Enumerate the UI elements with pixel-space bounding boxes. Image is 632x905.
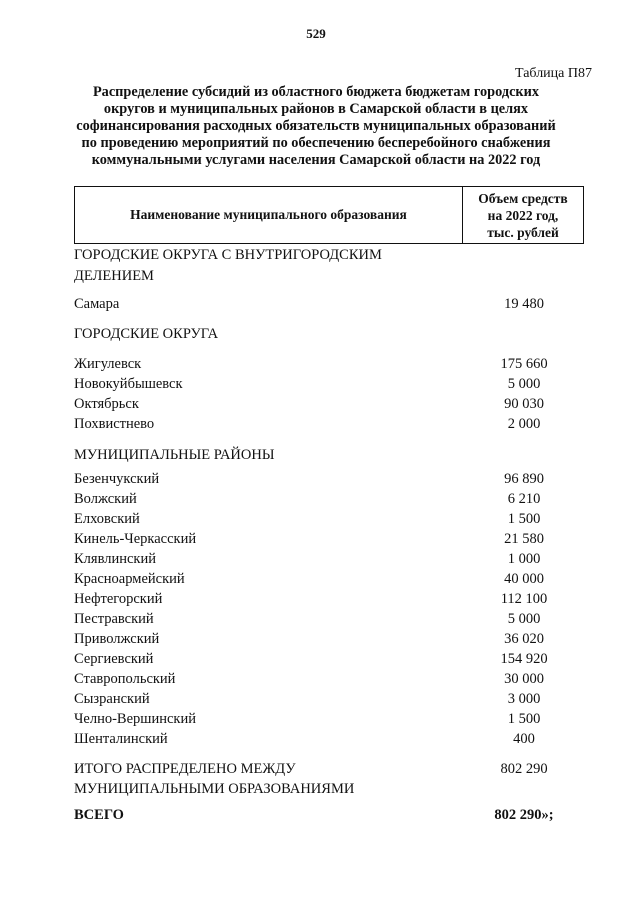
table-row xyxy=(74,375,584,393)
row-name: Безенчукский xyxy=(74,471,160,487)
row-name: Приволжский xyxy=(74,631,160,647)
grand-total-row xyxy=(74,806,584,824)
row-value: 175 660 xyxy=(500,356,548,372)
column-header-name: Наименование муниципального образования xyxy=(75,187,463,243)
row-name: Похвистнево xyxy=(74,416,155,432)
table-row xyxy=(74,550,584,568)
title-line: по проведению мероприятий по обеспечению бесперебойного снабжения xyxy=(81,135,551,151)
row-name: МУНИЦИПАЛЬНЫМИ ОБРАЗОВАНИЯМИ xyxy=(74,781,355,797)
row-value: 5 000 xyxy=(507,611,541,627)
table-row xyxy=(74,570,584,588)
table-row xyxy=(74,470,584,488)
row-value: 400 xyxy=(513,731,535,747)
title-line: Распределение субсидий из областного бюджета бюджетам городских xyxy=(92,84,540,100)
row-name: Елховский xyxy=(74,511,140,527)
row-name: Новокуйбышевск xyxy=(74,376,183,392)
row-name: Самара xyxy=(74,296,120,312)
table-row xyxy=(74,530,584,548)
table-row xyxy=(74,295,584,313)
table-row xyxy=(74,670,584,688)
section-heading xyxy=(74,246,584,264)
row-name: МУНИЦИПАЛЬНЫЕ РАЙОНЫ xyxy=(74,447,275,463)
row-name: ВСЕГО xyxy=(74,807,124,823)
table-header xyxy=(74,186,584,244)
row-name: Клявлинский xyxy=(74,551,156,567)
row-value: 90 030 xyxy=(504,396,544,412)
row-value: 36 020 xyxy=(504,631,544,647)
table-row xyxy=(74,490,584,508)
section-heading xyxy=(74,267,584,285)
row-value: 802 290 xyxy=(500,761,548,777)
table-row xyxy=(74,730,584,748)
table-row xyxy=(74,610,584,628)
row-value: 21 580 xyxy=(504,531,544,547)
row-name: Волжский xyxy=(74,491,137,507)
column-header-amount-line: Объем средств xyxy=(478,190,568,206)
row-value: 1 500 xyxy=(507,511,541,527)
row-name: Сызранский xyxy=(74,691,150,707)
row-name: ГОРОДСКИЕ ОКРУГА xyxy=(74,326,219,342)
table-row xyxy=(74,395,584,413)
row-value: 96 890 xyxy=(504,471,544,487)
row-name: Нефтегорский xyxy=(74,591,163,607)
row-name: Жигулевск xyxy=(74,356,142,372)
title-line: округов и муниципальных районов в Самарской области в целях xyxy=(103,101,529,117)
table-row xyxy=(74,590,584,608)
row-name: Шенталинский xyxy=(74,731,168,747)
row-value: 1 500 xyxy=(507,711,541,727)
row-value: 1 000 xyxy=(507,551,541,567)
row-name: ИТОГО РАСПРЕДЕЛЕНО МЕЖДУ xyxy=(74,761,296,777)
row-name: Сергиевский xyxy=(74,651,154,667)
table-row xyxy=(74,710,584,728)
row-value: 19 480 xyxy=(504,296,544,312)
table-row xyxy=(74,355,584,373)
row-name: Ставропольский xyxy=(74,671,176,687)
document-title xyxy=(40,84,592,169)
row-value: 40 000 xyxy=(504,571,544,587)
row-value: 5 000 xyxy=(507,376,541,392)
row-value: 30 000 xyxy=(504,671,544,687)
row-name: Красноармейский xyxy=(74,571,185,587)
table-row xyxy=(74,690,584,708)
page-number: 529 xyxy=(306,26,326,41)
row-name: ГОРОДСКИЕ ОКРУГА С ВНУТРИГОРОДСКИМ xyxy=(74,247,382,263)
total-row-continued xyxy=(74,780,584,798)
row-value: 3 000 xyxy=(507,691,541,707)
total-row xyxy=(74,760,584,778)
title-line: коммунальными услугами населения Самарской области на 2022 год xyxy=(91,152,541,168)
table-row xyxy=(74,630,584,648)
section-heading xyxy=(74,446,584,464)
row-value: 154 920 xyxy=(500,651,548,667)
row-name: ДЕЛЕНИЕМ xyxy=(74,268,154,284)
column-header-amount-line: тыс. рублей xyxy=(487,224,559,240)
table-row xyxy=(74,650,584,668)
section-heading xyxy=(74,325,584,343)
row-value: 112 100 xyxy=(500,591,548,607)
row-name: Кинель-Черкасский xyxy=(74,531,197,547)
table-label: Таблица П87 xyxy=(515,66,592,81)
column-header-amount xyxy=(463,187,583,243)
row-value: 2 000 xyxy=(507,416,541,432)
row-name: Пестравский xyxy=(74,611,154,627)
row-name: Октябрьск xyxy=(74,396,139,412)
row-value: 802 290»; xyxy=(494,807,554,823)
table-row xyxy=(74,415,584,433)
table-row xyxy=(74,510,584,528)
row-name: Челно-Вершинский xyxy=(74,711,196,727)
row-value: 6 210 xyxy=(507,491,541,507)
title-line: софинансирования расходных обязательств муниципальных образований xyxy=(76,118,556,134)
column-header-amount-line: на 2022 год, xyxy=(487,207,559,223)
